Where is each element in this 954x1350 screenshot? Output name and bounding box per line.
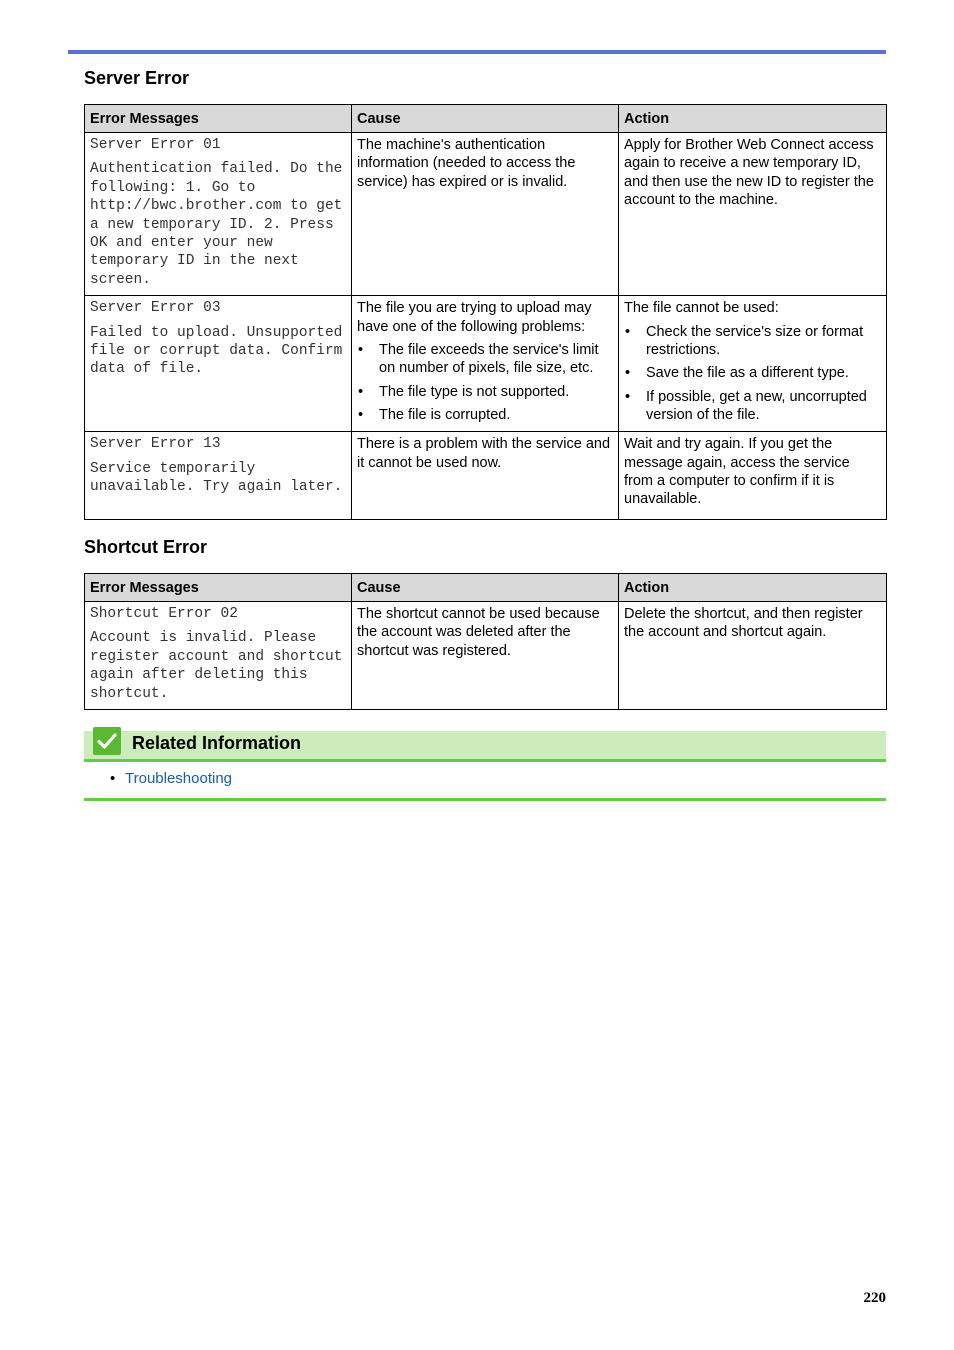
list-item: • The file is corrupted. [357, 406, 613, 424]
shortcut-error-heading: Shortcut Error [84, 537, 208, 557]
list-item: • Save the file as a different type. [624, 364, 881, 382]
list-item: • If possible, get a new, uncorrupted version of the file. [624, 388, 881, 425]
header-action: Action [619, 105, 887, 133]
server-error-table [84, 104, 887, 520]
header-action: Action [619, 574, 887, 602]
list-item: • The file exceeds the service's limit on number of pixels, file size, etc. [357, 341, 613, 378]
header-cause: Cause [352, 105, 619, 133]
cause-cell [352, 602, 619, 710]
table-header-row [85, 574, 887, 602]
list-item: • Check the service's size or format restrictions. [624, 323, 881, 360]
header-error-messages: Error Messages [85, 574, 352, 602]
error-message: Account is invalid. Please register account and shortcut again after deleting this shortcut. [90, 630, 343, 702]
action-text: The file cannot be used: [624, 300, 779, 317]
header-error-messages: Error Messages [85, 105, 352, 133]
checkmark-icon [93, 727, 121, 755]
error-code: Shortcut Error 02 [90, 606, 238, 622]
action-text: Delete the shortcut, and then register the account and shortcut again. [624, 606, 863, 641]
error-message-cell [85, 296, 352, 432]
top-rule [68, 50, 886, 54]
table-row [85, 296, 887, 432]
error-code: Server Error 13 [90, 436, 221, 453]
error-message: Service temporarily unavailable. Try again later. [90, 460, 343, 496]
page-number: 220 [863, 1290, 886, 1306]
table-row [85, 602, 887, 710]
table-row [85, 133, 887, 296]
list-item: • The file type is not supported. [357, 383, 613, 401]
error-message: Failed to upload. Unsupported file or corrupt data. Confirm data of file. [90, 324, 343, 378]
related-information-bar [84, 731, 886, 762]
action-cell [619, 432, 887, 520]
related-information-title: Related Information [132, 733, 302, 753]
error-code: Server Error 01 [90, 137, 221, 153]
bullet: • [110, 770, 116, 787]
server-error-heading: Server Error [84, 68, 190, 88]
cause-cell [352, 133, 619, 296]
action-cell [619, 296, 887, 432]
table-row [85, 432, 887, 520]
cause-list [357, 341, 613, 425]
cause-text: The shortcut cannot be used because the account was deleted after the shortcut was registered. [357, 606, 600, 659]
action-text: Apply for Brother Web Connect access again to receive a new temporary ID, and then use the new ID to register the account to the machine. [624, 137, 874, 209]
bottom-rule [84, 798, 886, 801]
table-header-row [85, 105, 887, 133]
error-message-cell [85, 602, 352, 710]
troubleshooting-link[interactable]: Troubleshooting [125, 770, 233, 787]
action-cell [619, 133, 887, 296]
cause-cell [352, 432, 619, 520]
error-code: Server Error 03 [90, 300, 221, 317]
action-cell [619, 602, 887, 710]
header-cause: Cause [352, 574, 619, 602]
error-message: Authentication failed. Do the following: 1. Go to http://bwc.brother.com to get a new temporary ID. 2. Press OK and enter your new temporary ID in the next screen. [90, 161, 343, 288]
error-message-cell [85, 133, 352, 296]
shortcut-error-table [84, 573, 887, 710]
cause-text: The file you are trying to upload may have one of the following problems: [357, 300, 592, 335]
action-text: Wait and try again. If you get the message again, access the service from a computer to confirm if it is unavailable. [624, 436, 850, 508]
cause-text: There is a problem with the service and it cannot be used now. [357, 436, 611, 471]
action-list [624, 323, 881, 425]
cause-text: The machine's authentication information (needed to access the service) has expired or is invalid. [357, 137, 576, 190]
cause-cell [352, 296, 619, 432]
error-message-cell [85, 432, 352, 520]
